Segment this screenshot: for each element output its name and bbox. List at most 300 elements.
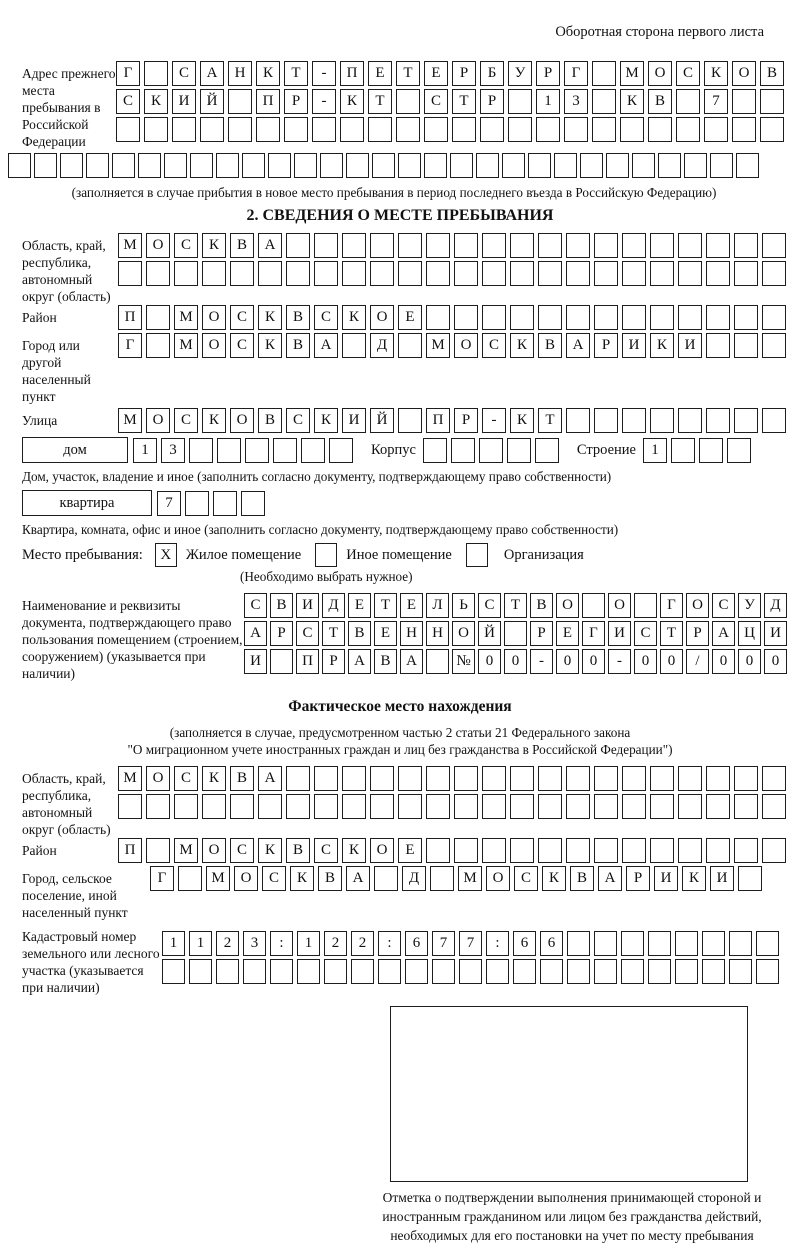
char-box[interactable] [510,794,534,819]
char-box[interactable]: 7 [704,89,728,114]
char-box[interactable]: Р [686,621,709,646]
char-box[interactable] [314,261,338,286]
char-box[interactable] [762,794,786,819]
char-box[interactable] [370,766,394,791]
char-box[interactable] [146,305,170,330]
char-box[interactable]: 0 [660,649,683,674]
char-box[interactable] [297,959,320,984]
char-box[interactable]: В [374,649,397,674]
char-box[interactable] [510,305,534,330]
char-box[interactable] [594,305,618,330]
char-box[interactable]: 7 [459,931,482,956]
char-box[interactable] [592,89,616,114]
char-box[interactable]: 6 [405,931,428,956]
char-box[interactable]: М [426,333,450,358]
char-box[interactable] [671,438,695,463]
stamp-area[interactable] [390,1006,748,1182]
char-box[interactable] [762,766,786,791]
char-box[interactable]: С [244,593,267,618]
char-box[interactable] [216,959,239,984]
char-box[interactable]: Д [402,866,426,891]
char-box[interactable] [178,866,202,891]
char-box[interactable]: Г [150,866,174,891]
char-box[interactable]: Е [556,621,579,646]
char-box[interactable] [732,117,756,142]
char-box[interactable] [678,794,702,819]
char-box[interactable] [346,153,369,178]
char-box[interactable] [678,766,702,791]
char-box[interactable]: М [118,233,142,258]
char-box[interactable] [454,233,478,258]
char-box[interactable] [762,333,786,358]
char-box[interactable] [372,153,395,178]
char-box[interactable]: Е [374,621,397,646]
char-box[interactable] [621,959,644,984]
char-box[interactable] [540,959,563,984]
char-box[interactable] [729,959,752,984]
char-box[interactable] [146,838,170,863]
char-box[interactable] [423,438,447,463]
char-box[interactable] [174,261,198,286]
char-box[interactable]: С [424,89,448,114]
char-box[interactable] [426,305,450,330]
char-box[interactable] [230,261,254,286]
char-box[interactable] [676,89,700,114]
char-box[interactable]: А [258,766,282,791]
char-box[interactable] [174,794,198,819]
char-box[interactable]: - [312,89,336,114]
char-box[interactable]: - [482,408,506,433]
char-box[interactable]: 1 [133,438,157,463]
char-box[interactable] [426,233,450,258]
char-box[interactable]: О [234,866,258,891]
char-box[interactable] [504,621,527,646]
char-box[interactable] [342,794,366,819]
char-box[interactable] [580,153,603,178]
char-box[interactable] [706,261,730,286]
char-box[interactable]: К [258,333,282,358]
char-box[interactable]: С [296,621,319,646]
char-box[interactable]: И [678,333,702,358]
char-box[interactable]: Г [582,621,605,646]
char-box[interactable] [482,305,506,330]
char-box[interactable] [454,261,478,286]
char-box[interactable]: О [370,305,394,330]
char-box[interactable]: К [342,838,366,863]
char-box[interactable]: Й [370,408,394,433]
char-box[interactable] [622,408,646,433]
char-box[interactable] [185,491,209,516]
char-box[interactable]: И [622,333,646,358]
char-box[interactable]: В [318,866,342,891]
char-box[interactable] [374,866,398,891]
char-box[interactable] [538,794,562,819]
char-box[interactable]: Е [348,593,371,618]
char-box[interactable]: К [256,61,280,86]
char-box[interactable] [482,794,506,819]
char-box[interactable]: К [510,408,534,433]
char-box[interactable] [213,491,237,516]
char-box[interactable] [592,117,616,142]
char-box[interactable] [510,233,534,258]
char-box[interactable] [622,261,646,286]
checkbox-other-premises[interactable] [315,543,337,567]
char-box[interactable]: И [710,866,734,891]
char-box[interactable]: Г [118,333,142,358]
char-box[interactable]: В [648,89,672,114]
char-box[interactable] [538,233,562,258]
char-box[interactable] [426,649,449,674]
char-box[interactable]: Г [116,61,140,86]
char-box[interactable] [398,333,422,358]
char-box[interactable]: Р [284,89,308,114]
char-box[interactable]: М [206,866,230,891]
char-box[interactable]: К [202,766,226,791]
char-box[interactable] [734,794,758,819]
char-box[interactable] [734,408,758,433]
char-box[interactable]: О [202,305,226,330]
char-box[interactable]: С [482,333,506,358]
char-box[interactable] [762,838,786,863]
char-box[interactable] [566,305,590,330]
char-box[interactable]: О [202,838,226,863]
char-box[interactable] [454,794,478,819]
char-box[interactable]: К [542,866,566,891]
char-box[interactable] [706,333,730,358]
char-box[interactable]: - [530,649,553,674]
char-box[interactable]: П [256,89,280,114]
char-box[interactable] [138,153,161,178]
char-box[interactable] [370,261,394,286]
char-box[interactable]: М [174,305,198,330]
char-box[interactable] [538,838,562,863]
char-box[interactable] [398,408,422,433]
char-box[interactable] [675,959,698,984]
char-box[interactable]: Й [200,89,224,114]
char-box[interactable]: Е [368,61,392,86]
char-box[interactable] [634,593,657,618]
char-box[interactable] [567,931,590,956]
char-box[interactable] [430,866,454,891]
char-box[interactable] [510,766,534,791]
char-box[interactable] [342,261,366,286]
char-box[interactable]: К [620,89,644,114]
char-box[interactable]: И [172,89,196,114]
char-box[interactable] [622,838,646,863]
char-box[interactable] [678,305,702,330]
char-box[interactable]: 0 [504,649,527,674]
char-box[interactable] [632,153,655,178]
char-box[interactable]: С [230,838,254,863]
char-box[interactable]: Й [478,621,501,646]
char-box[interactable] [566,766,590,791]
char-box[interactable] [286,233,310,258]
char-box[interactable] [230,794,254,819]
char-box[interactable]: Г [564,61,588,86]
char-box[interactable] [566,233,590,258]
char-box[interactable] [112,153,135,178]
char-box[interactable] [732,89,756,114]
char-box[interactable]: Л [426,593,449,618]
char-box[interactable] [450,153,473,178]
char-box[interactable] [510,261,534,286]
char-box[interactable]: В [286,333,310,358]
char-box[interactable] [738,866,762,891]
char-box[interactable]: А [348,649,371,674]
char-box[interactable]: С [712,593,735,618]
char-box[interactable] [650,261,674,286]
char-box[interactable]: О [202,333,226,358]
char-box[interactable] [594,408,618,433]
char-box[interactable]: К [342,305,366,330]
char-box[interactable] [424,117,448,142]
char-box[interactable]: Е [400,593,423,618]
char-box[interactable] [228,117,252,142]
char-box[interactable]: 0 [582,649,605,674]
char-box[interactable] [286,794,310,819]
char-box[interactable]: С [634,621,657,646]
char-box[interactable]: Т [396,61,420,86]
char-box[interactable] [650,233,674,258]
char-box[interactable] [116,117,140,142]
char-box[interactable] [405,959,428,984]
char-box[interactable] [729,931,752,956]
char-box[interactable]: С [174,233,198,258]
char-box[interactable] [621,931,644,956]
char-box[interactable] [426,261,450,286]
char-box[interactable]: Ь [452,593,475,618]
char-box[interactable] [398,794,422,819]
char-box[interactable]: Р [536,61,560,86]
char-box[interactable]: Р [594,333,618,358]
char-box[interactable] [118,261,142,286]
char-box[interactable] [216,153,239,178]
char-box[interactable]: О [732,61,756,86]
char-box[interactable]: Е [398,838,422,863]
char-box[interactable] [566,261,590,286]
char-box[interactable] [162,959,185,984]
char-box[interactable]: С [514,866,538,891]
char-box[interactable]: К [682,866,706,891]
char-box[interactable] [648,959,671,984]
char-box[interactable]: А [200,61,224,86]
char-box[interactable]: С [174,766,198,791]
char-box[interactable]: О [452,621,475,646]
char-box[interactable]: Р [530,621,553,646]
char-box[interactable] [734,261,758,286]
char-box[interactable]: - [312,61,336,86]
char-box[interactable]: Е [424,61,448,86]
char-box[interactable]: С [314,838,338,863]
char-box[interactable]: О [648,61,672,86]
char-box[interactable]: П [340,61,364,86]
char-box[interactable] [594,931,617,956]
char-box[interactable] [86,153,109,178]
char-box[interactable]: О [486,866,510,891]
char-box[interactable]: : [378,931,401,956]
char-box[interactable] [172,117,196,142]
char-box[interactable]: 3 [161,438,185,463]
char-box[interactable] [454,766,478,791]
char-box[interactable]: / [686,649,709,674]
char-box[interactable] [8,153,31,178]
char-box[interactable] [454,305,478,330]
char-box[interactable]: С [174,408,198,433]
char-box[interactable]: 6 [513,931,536,956]
char-box[interactable] [202,261,226,286]
char-box[interactable] [567,959,590,984]
char-box[interactable] [245,438,269,463]
char-box[interactable]: Н [400,621,423,646]
char-box[interactable] [146,261,170,286]
char-box[interactable]: С [230,333,254,358]
char-box[interactable]: В [230,233,254,258]
char-box[interactable] [622,766,646,791]
char-box[interactable]: Т [504,593,527,618]
char-box[interactable]: Т [284,61,308,86]
char-box[interactable] [294,153,317,178]
char-box[interactable]: А [598,866,622,891]
char-box[interactable] [594,766,618,791]
char-box[interactable]: Т [322,621,345,646]
char-box[interactable] [164,153,187,178]
char-box[interactable]: Р [454,408,478,433]
char-box[interactable]: 1 [536,89,560,114]
char-box[interactable] [217,438,241,463]
char-box[interactable] [144,117,168,142]
char-box[interactable] [536,117,560,142]
char-box[interactable] [538,305,562,330]
char-box[interactable] [508,117,532,142]
char-box[interactable]: О [454,333,478,358]
char-box[interactable] [675,931,698,956]
char-box[interactable] [368,117,392,142]
char-box[interactable]: Т [538,408,562,433]
char-box[interactable] [734,838,758,863]
char-box[interactable]: 0 [556,649,579,674]
char-box[interactable] [370,233,394,258]
char-box[interactable] [706,766,730,791]
char-box[interactable]: 1 [162,931,185,956]
char-box[interactable]: Р [452,61,476,86]
char-box[interactable]: О [146,766,170,791]
char-box[interactable] [486,959,509,984]
char-box[interactable] [268,153,291,178]
char-box[interactable] [650,766,674,791]
char-box[interactable] [202,794,226,819]
char-box[interactable] [432,959,455,984]
char-box[interactable] [622,305,646,330]
char-box[interactable] [242,153,265,178]
char-box[interactable] [284,117,308,142]
char-box[interactable] [564,117,588,142]
char-box[interactable] [426,766,450,791]
char-box[interactable]: Б [480,61,504,86]
char-box[interactable] [398,261,422,286]
char-box[interactable] [324,959,347,984]
char-box[interactable] [482,261,506,286]
char-box[interactable] [706,305,730,330]
char-box[interactable]: 1 [643,438,667,463]
char-box[interactable] [342,333,366,358]
char-box[interactable] [378,959,401,984]
char-box[interactable] [734,305,758,330]
char-box[interactable]: И [296,593,319,618]
char-box[interactable]: И [764,621,787,646]
char-box[interactable]: 3 [243,931,266,956]
char-box[interactable]: В [538,333,562,358]
char-box[interactable] [476,153,499,178]
char-box[interactable] [756,931,779,956]
char-box[interactable] [34,153,57,178]
char-box[interactable]: О [686,593,709,618]
char-box[interactable] [479,438,503,463]
char-box[interactable]: С [172,61,196,86]
char-box[interactable]: Р [322,649,345,674]
char-box[interactable]: К [510,333,534,358]
char-box[interactable]: У [738,593,761,618]
char-box[interactable] [480,117,504,142]
char-box[interactable]: В [286,838,310,863]
char-box[interactable] [706,794,730,819]
char-box[interactable] [704,117,728,142]
char-box[interactable] [622,794,646,819]
char-box[interactable] [594,794,618,819]
char-box[interactable] [594,261,618,286]
char-box[interactable] [650,794,674,819]
char-box[interactable] [398,153,421,178]
char-box[interactable]: 0 [764,649,787,674]
char-box[interactable] [146,794,170,819]
char-box[interactable] [320,153,343,178]
char-box[interactable] [736,153,759,178]
char-box[interactable]: О [146,233,170,258]
char-box[interactable] [258,261,282,286]
char-box[interactable]: 6 [540,931,563,956]
char-box[interactable]: Н [426,621,449,646]
char-box[interactable]: 0 [478,649,501,674]
char-box[interactable] [270,649,293,674]
char-box[interactable] [706,838,730,863]
char-box[interactable]: С [230,305,254,330]
char-box[interactable] [566,794,590,819]
char-box[interactable]: 7 [157,491,181,516]
char-box[interactable] [60,153,83,178]
char-box[interactable]: : [270,931,293,956]
char-box[interactable]: 0 [738,649,761,674]
char-box[interactable] [258,794,282,819]
char-box[interactable] [314,794,338,819]
char-box[interactable] [398,233,422,258]
char-box[interactable]: А [400,649,423,674]
char-box[interactable] [594,838,618,863]
char-box[interactable] [329,438,353,463]
char-box[interactable] [727,438,751,463]
char-box[interactable]: М [174,838,198,863]
char-box[interactable] [190,153,213,178]
char-box[interactable] [734,333,758,358]
char-box[interactable]: А [566,333,590,358]
char-box[interactable] [482,838,506,863]
char-box[interactable] [620,117,644,142]
char-box[interactable] [622,233,646,258]
char-box[interactable]: И [342,408,366,433]
char-box[interactable] [482,233,506,258]
char-box[interactable]: 0 [634,649,657,674]
char-box[interactable]: У [508,61,532,86]
char-box[interactable] [189,959,212,984]
char-box[interactable]: М [458,866,482,891]
